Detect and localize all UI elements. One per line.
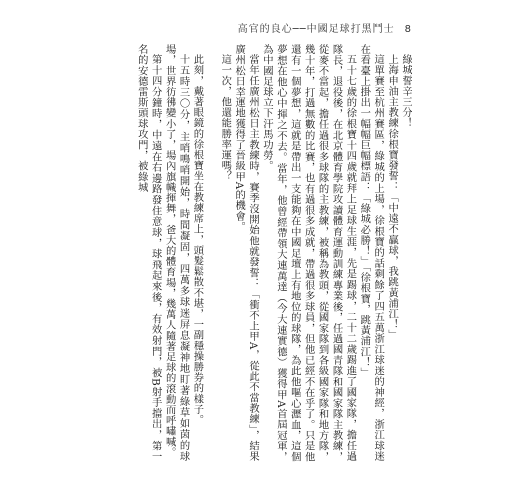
paragraph: 第十四分鐘時，中遠在右邊路發住意球，球飛起來後，有效射門，被B射手擋出，第一名的安德雷斯頭球攻門，被綠城: [135, 44, 162, 462]
paragraph: 當年任廣州松日主教練時，賽季沒開始他就發誓：「衝不上甲A，從此不當教練」，結果廣州松日幸運地獲得了晉級甲A的機會。: [233, 44, 260, 462]
paragraph: 五十七歲的徐根寶十四歲就拜上足球生涯，先是踢球，二十二歲踢進了國家隊，擔任過隊長，退役後，在北京體育學院攻讀體育運動訓練專業後，任過國青隊和國家隊主教練，從麥不當起，擔任過很多球隊的主教練，被稱為教頭，從國家隊到各級國家隊和地方隊，幾十年，打過無數的比賽，也有過很多成就，帶過很多球員，但他已經不在乎了。只是他還有一個夢想，這就是帶出一支能夠在中國足壇上有地位的球隊，為此他嘔心瀝血，這個夢想在他心中揮之不去。當年，他曾經帶領大連萬達（今大連實德）獲得甲A首屆冠軍，為中國足球立下汗馬功勞。: [260, 44, 357, 462]
paragraph: 這一次，他還能勝率運嗎？: [219, 54, 232, 182]
vertical-text-body: [122, 44, 412, 462]
paragraph: 上海申油主教練徐根寶發誓：「中遠不贏球，我跳黃浦江！」: [386, 54, 399, 341]
paragraph: 綠城誓辛三分！: [400, 54, 412, 129]
paragraph: 十五時三〇分，主哨鳴哨開始，時間凝固，四萬多球迷屏息凝神地盯著綠草如茵的球場，世界彷彿變小了，場內旗幟揮舞，爸大的體育場，幾萬人隨著足球的滾動而呼嘯喊。: [163, 44, 190, 462]
book-title: 高官的良心──中國足球打黑鬥士: [237, 24, 395, 35]
paragraph: 此刻，戴著眼鏡的徐根寶坐在教練席上，頭髮鬆散不堪，一副穩操勝券的樣子。: [191, 54, 204, 426]
running-header: [238, 20, 412, 35]
paragraph: 這單賽至杭州賽區，綠城的上場，徐根寶的話剩餘了四五萬浙江球迷的神經，浙江球迷在看臺上掛出一幅幅巨幅標語：「綠城必勝！」「徐根寶，跳黃浦江！」: [358, 44, 385, 462]
page-number: 8: [404, 24, 412, 35]
